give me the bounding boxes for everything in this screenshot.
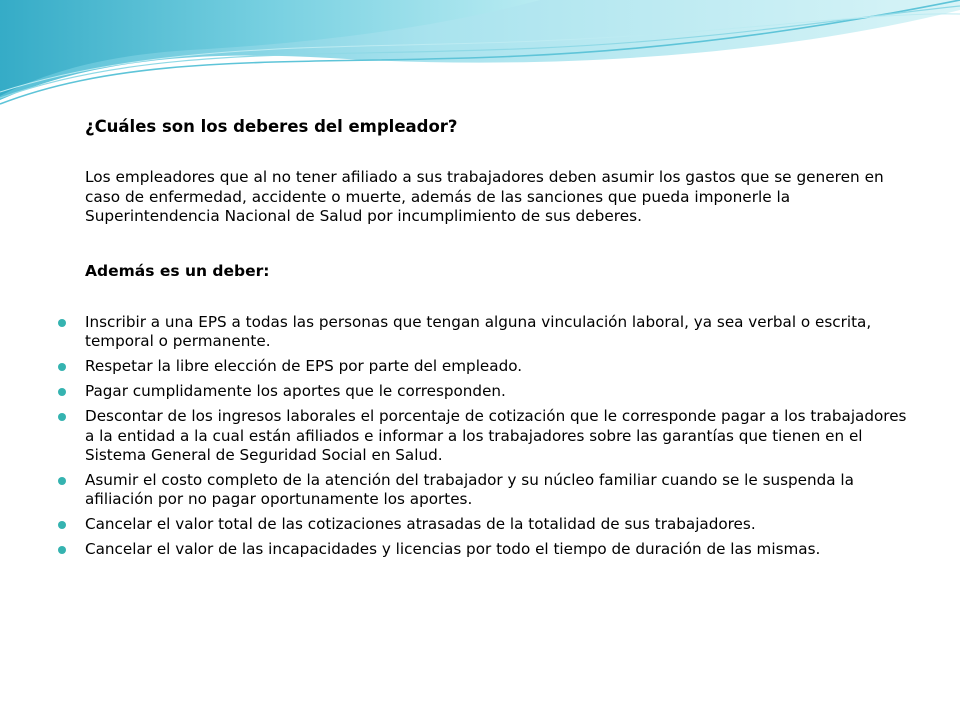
duty-text: Cancelar el valor de las incapacidades y licencias por todo el tiempo de duración de las mismas.: [85, 540, 821, 559]
bullet-icon: [58, 521, 66, 529]
duty-text: Inscribir a una EPS a todas las personas que tengan alguna vinculación laboral, ya sea verbal o escrita, temporal o permanente.: [85, 313, 872, 351]
duty-item-6: [58, 515, 908, 534]
intro-paragraph: Los empleadores que al no tener afiliado a sus trabajadores deben asumir los gastos que se generen en caso de enfermedad, accidente o muerte, además de las sanciones que pueda imponerle la Superintendencia Nacional de Salud por incumplimiento de sus deberes.: [85, 168, 884, 225]
duty-text: Cancelar el valor total de las cotizaciones atrasadas de la totalidad de sus trabajadores.: [85, 515, 756, 534]
bullet-icon: [58, 363, 66, 371]
duty-text: Pagar cumplidamente los aportes que le corresponden.: [85, 382, 506, 401]
bullet-icon: [58, 477, 66, 485]
bullet-icon: [58, 388, 66, 396]
duty-text: Asumir el costo completo de la atención del trabajador y su núcleo familiar cuando se le suspenda la afiliación por no pagar oportunamente los aportes.: [85, 470, 854, 509]
duty-text: Descontar de los ingresos laborales el porcentaje de cotización que le corresponde pagar a los trabajadores a la entidad a la cual están afiliados e informar a los trabajadores sobre las garantías que tienen en el Sistema General de Seguridad Social en Salud.: [85, 407, 907, 464]
duty-item-5: [58, 471, 908, 510]
bullet-icon: [58, 319, 66, 327]
page-title: ¿Cuáles son los deberes del empleador?: [85, 117, 458, 136]
duties-subheading: Además es un deber:: [85, 262, 270, 280]
duty-item-2: [58, 357, 908, 376]
bullet-icon: [58, 546, 66, 554]
duty-item-7: [58, 540, 908, 559]
duty-item-3: [58, 382, 908, 401]
duty-item-1: [58, 313, 908, 352]
duty-item-4: [58, 407, 908, 465]
bullet-icon: [58, 413, 66, 421]
duty-text: Respetar la libre elección de EPS por parte del empleado.: [85, 357, 523, 376]
duties-list: [58, 313, 908, 565]
